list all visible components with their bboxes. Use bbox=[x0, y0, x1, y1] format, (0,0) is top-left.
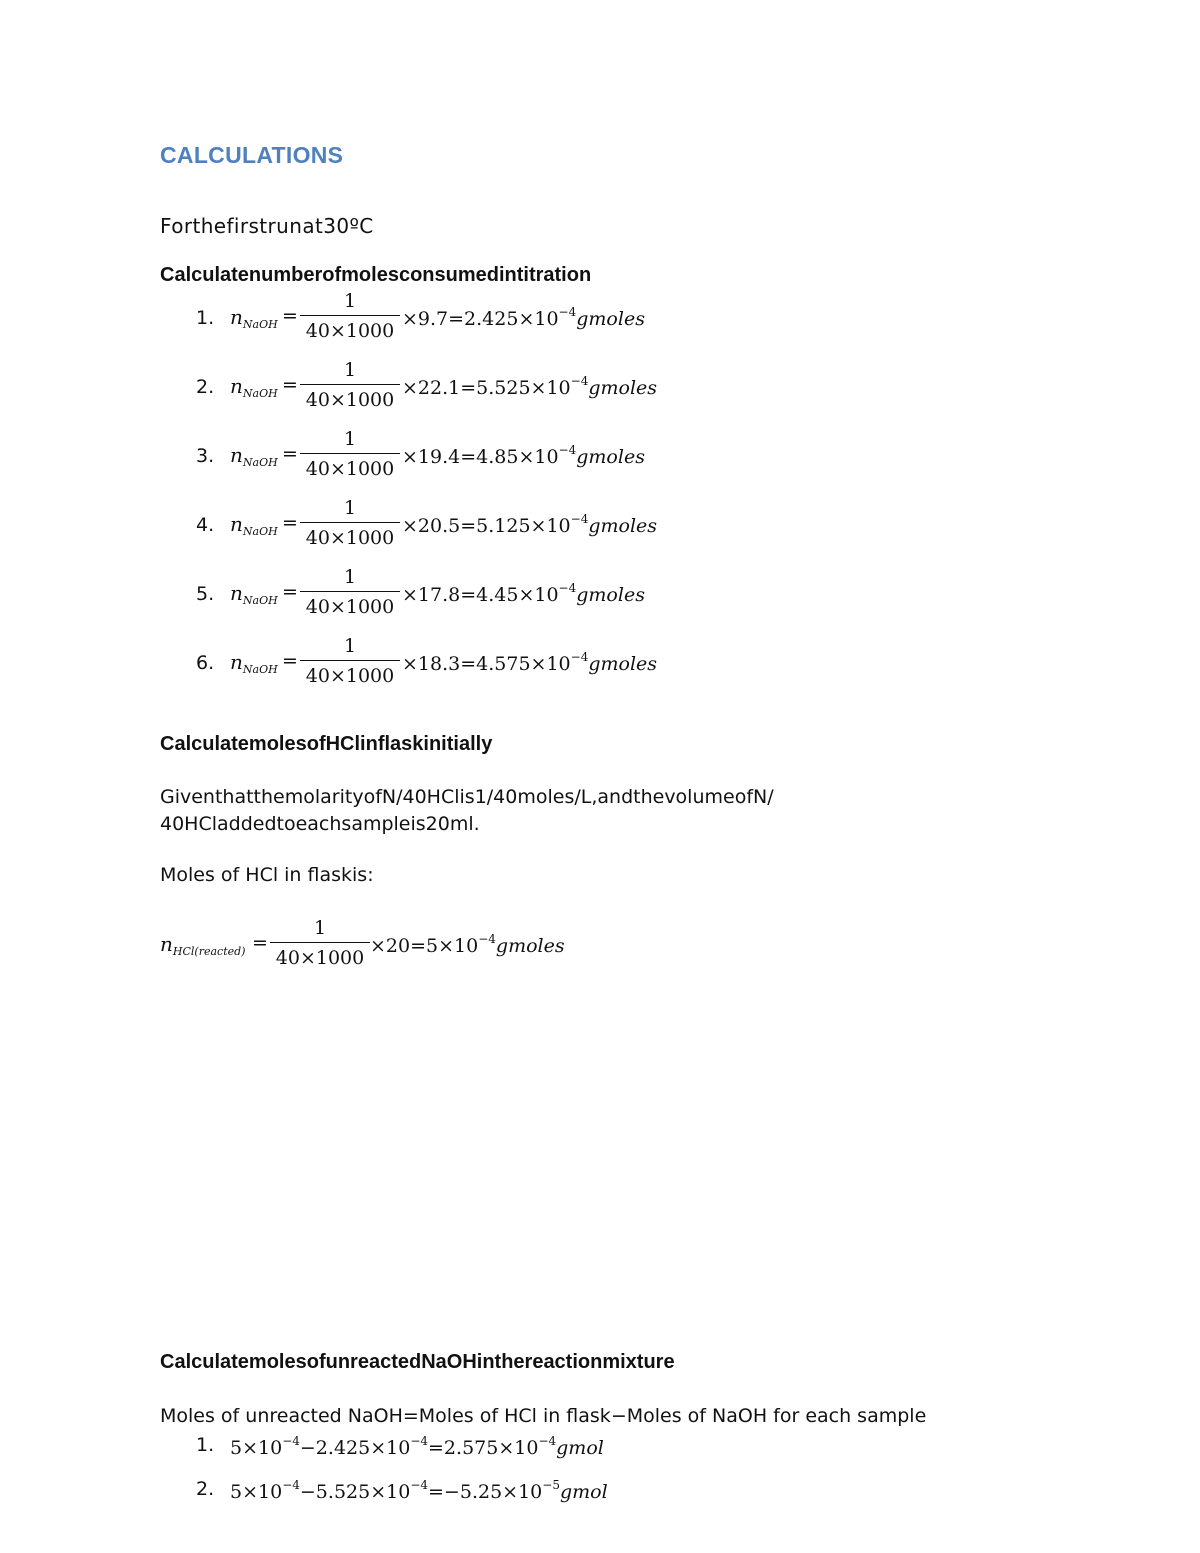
equation-rhs bbox=[370, 932, 565, 957]
equation-lhs bbox=[230, 374, 278, 400]
rhs-unit: gmoles bbox=[576, 584, 645, 606]
rhs-value: ×20.5=5.125×10 bbox=[402, 515, 571, 537]
rhs-unit: gmoles bbox=[576, 446, 645, 468]
fraction-denominator: 40×1000 bbox=[305, 596, 395, 618]
rhs-exponent: −4 bbox=[558, 443, 577, 457]
page-title: CALCULATIONS bbox=[160, 142, 344, 168]
rhs-value: ×22.1=5.525×10 bbox=[402, 377, 571, 399]
rhs-value: ×17.8=4.45×10 bbox=[402, 584, 559, 606]
section1-heading: Calculatenumberofmolesconsumedintitration bbox=[160, 264, 592, 286]
equation-lhs bbox=[230, 443, 278, 469]
run-heading bbox=[160, 214, 374, 239]
rhs-value: ×20=5×10 bbox=[370, 935, 479, 957]
unreacted-equation-item bbox=[160, 1474, 860, 1508]
rhs-exponent: −4 bbox=[558, 305, 577, 319]
unreacted-expression bbox=[230, 1434, 604, 1459]
fraction-numerator: 1 bbox=[343, 497, 357, 519]
exponent-3: −5 bbox=[542, 1478, 560, 1492]
lhs-symbol: n bbox=[230, 305, 243, 329]
lhs-symbol: n bbox=[230, 443, 243, 467]
unreacted-expression bbox=[230, 1478, 608, 1503]
equation-lhs bbox=[230, 512, 278, 538]
fraction-denominator: 40×1000 bbox=[305, 389, 395, 411]
equation-lhs bbox=[230, 650, 278, 676]
rhs-exponent: −4 bbox=[558, 581, 577, 595]
item-number: 6. bbox=[196, 652, 215, 674]
exponent-3: −4 bbox=[538, 1434, 557, 1448]
fraction-bar bbox=[300, 660, 400, 661]
lhs-symbol: n bbox=[230, 374, 243, 398]
item-number: 1. bbox=[196, 307, 215, 329]
fraction-numerator: 1 bbox=[343, 290, 357, 312]
hcl-moles-equation bbox=[160, 915, 760, 975]
equals-sign: = bbox=[282, 512, 298, 534]
rhs-value: ×18.3=4.575×10 bbox=[402, 653, 571, 675]
section3-heading: CalculatemolesofunreactedNaOHinthereactionmixture bbox=[160, 1351, 675, 1373]
section2-heading: CalculatemolesofHClinflaskinitially bbox=[160, 733, 493, 755]
equation-item bbox=[160, 288, 860, 348]
lhs-symbol: n bbox=[230, 650, 243, 674]
term-c: =2.575×10 bbox=[428, 1437, 539, 1459]
equals-sign: = bbox=[252, 932, 268, 954]
unreacted-equation-item bbox=[160, 1430, 860, 1464]
fraction bbox=[300, 633, 400, 689]
equation-rhs bbox=[402, 581, 645, 606]
fraction-numerator: 1 bbox=[343, 566, 357, 588]
fraction-denominator: 40×1000 bbox=[305, 458, 395, 480]
fraction-denominator: 40×1000 bbox=[305, 320, 395, 342]
fraction-denominator: 40×1000 bbox=[305, 665, 395, 687]
equation-item bbox=[160, 357, 860, 417]
fraction-numerator: 1 bbox=[343, 428, 357, 450]
exponent-2: −4 bbox=[410, 1434, 429, 1448]
item-number: 4. bbox=[196, 514, 215, 536]
exponent-2: −4 bbox=[410, 1478, 429, 1492]
run-heading-text: Forthefirstrunat30ºC bbox=[160, 214, 374, 238]
rhs-value: ×19.4=4.85×10 bbox=[402, 446, 559, 468]
equation-rhs bbox=[402, 512, 657, 537]
equation-item bbox=[160, 495, 860, 555]
lhs-symbol: n bbox=[230, 512, 243, 536]
equation-rhs bbox=[402, 650, 657, 675]
lhs-subscript: HCl(reacted) bbox=[172, 945, 246, 958]
fraction-denominator: 40×1000 bbox=[275, 947, 365, 969]
fraction-numerator: 1 bbox=[343, 635, 357, 657]
moles-hcl-label: Moles of HCl in flaskis: bbox=[160, 864, 374, 886]
equation-rhs bbox=[402, 374, 657, 399]
given-paragraph-line-2: 40HCladdedtoeachsampleis20ml. bbox=[160, 813, 480, 835]
fraction-numerator: 1 bbox=[313, 917, 327, 939]
fraction bbox=[300, 357, 400, 413]
fraction bbox=[300, 288, 400, 344]
rhs-value: ×9.7=2.425×10 bbox=[402, 308, 559, 330]
rhs-exponent: −4 bbox=[570, 512, 589, 526]
rhs-unit: gmoles bbox=[588, 515, 658, 537]
rhs-unit: gmoles bbox=[588, 653, 658, 675]
equation-lhs bbox=[230, 305, 278, 331]
fraction bbox=[270, 915, 370, 971]
rhs-exponent: −4 bbox=[478, 932, 496, 946]
rhs-unit: gmoles bbox=[588, 377, 658, 399]
term-a: 5×10 bbox=[230, 1437, 283, 1459]
lhs-subscript: NaOH bbox=[242, 663, 278, 676]
given-paragraph-line-1: GiventhatthemolarityofN/40HClis1/40moles/L,andthevolumeofN/ bbox=[160, 786, 774, 808]
item-number: 3. bbox=[196, 445, 215, 467]
lhs-subscript: NaOH bbox=[242, 456, 278, 469]
fraction bbox=[300, 564, 400, 620]
unit: gmol bbox=[559, 1481, 608, 1503]
equation-item bbox=[160, 426, 860, 486]
fraction-bar bbox=[300, 453, 400, 454]
term-c: =−5.25×10 bbox=[428, 1481, 543, 1503]
item-number: 2. bbox=[196, 376, 215, 398]
fraction bbox=[300, 426, 400, 482]
fraction-bar bbox=[300, 522, 400, 523]
lhs-symbol: n bbox=[160, 932, 173, 956]
fraction-bar bbox=[300, 315, 400, 316]
exponent-1: −4 bbox=[282, 1434, 300, 1448]
lhs-subscript: NaOH bbox=[242, 594, 278, 607]
fraction-denominator: 40×1000 bbox=[305, 527, 395, 549]
equals-sign: = bbox=[282, 443, 298, 465]
lhs-subscript: NaOH bbox=[242, 318, 278, 331]
equals-sign: = bbox=[282, 305, 298, 327]
fraction-numerator: 1 bbox=[343, 359, 357, 381]
equation-lhs bbox=[230, 581, 278, 607]
equation-rhs bbox=[402, 443, 645, 468]
unreacted-formula: Moles of unreacted NaOH=Moles of HCl in flask−Moles of NaOH for each sample bbox=[160, 1405, 927, 1427]
exponent-1: −4 bbox=[282, 1478, 300, 1492]
lhs-subscript: NaOH bbox=[242, 387, 278, 400]
rhs-unit: gmoles bbox=[576, 308, 645, 330]
equation-item bbox=[160, 633, 860, 693]
unit: gmol bbox=[556, 1437, 604, 1459]
equation-rhs bbox=[402, 305, 645, 330]
rhs-exponent: −4 bbox=[570, 374, 589, 388]
rhs-exponent: −4 bbox=[570, 650, 589, 664]
equals-sign: = bbox=[282, 581, 298, 603]
equals-sign: = bbox=[282, 650, 298, 672]
term-a: 5×10 bbox=[230, 1481, 283, 1503]
fraction-bar bbox=[300, 384, 400, 385]
equals-sign: = bbox=[282, 374, 298, 396]
term-b: −2.425×10 bbox=[299, 1437, 411, 1459]
term-b: −5.525×10 bbox=[299, 1481, 411, 1503]
item-number: 5. bbox=[196, 583, 215, 605]
fraction-bar bbox=[270, 942, 370, 943]
equation-lhs bbox=[160, 932, 245, 958]
lhs-symbol: n bbox=[230, 581, 243, 605]
item-number: 1. bbox=[196, 1434, 215, 1456]
item-number: 2. bbox=[196, 1478, 215, 1500]
fraction bbox=[300, 495, 400, 551]
fraction-bar bbox=[300, 591, 400, 592]
lhs-subscript: NaOH bbox=[242, 525, 278, 538]
equation-item bbox=[160, 564, 860, 624]
rhs-unit: gmoles bbox=[495, 935, 565, 957]
